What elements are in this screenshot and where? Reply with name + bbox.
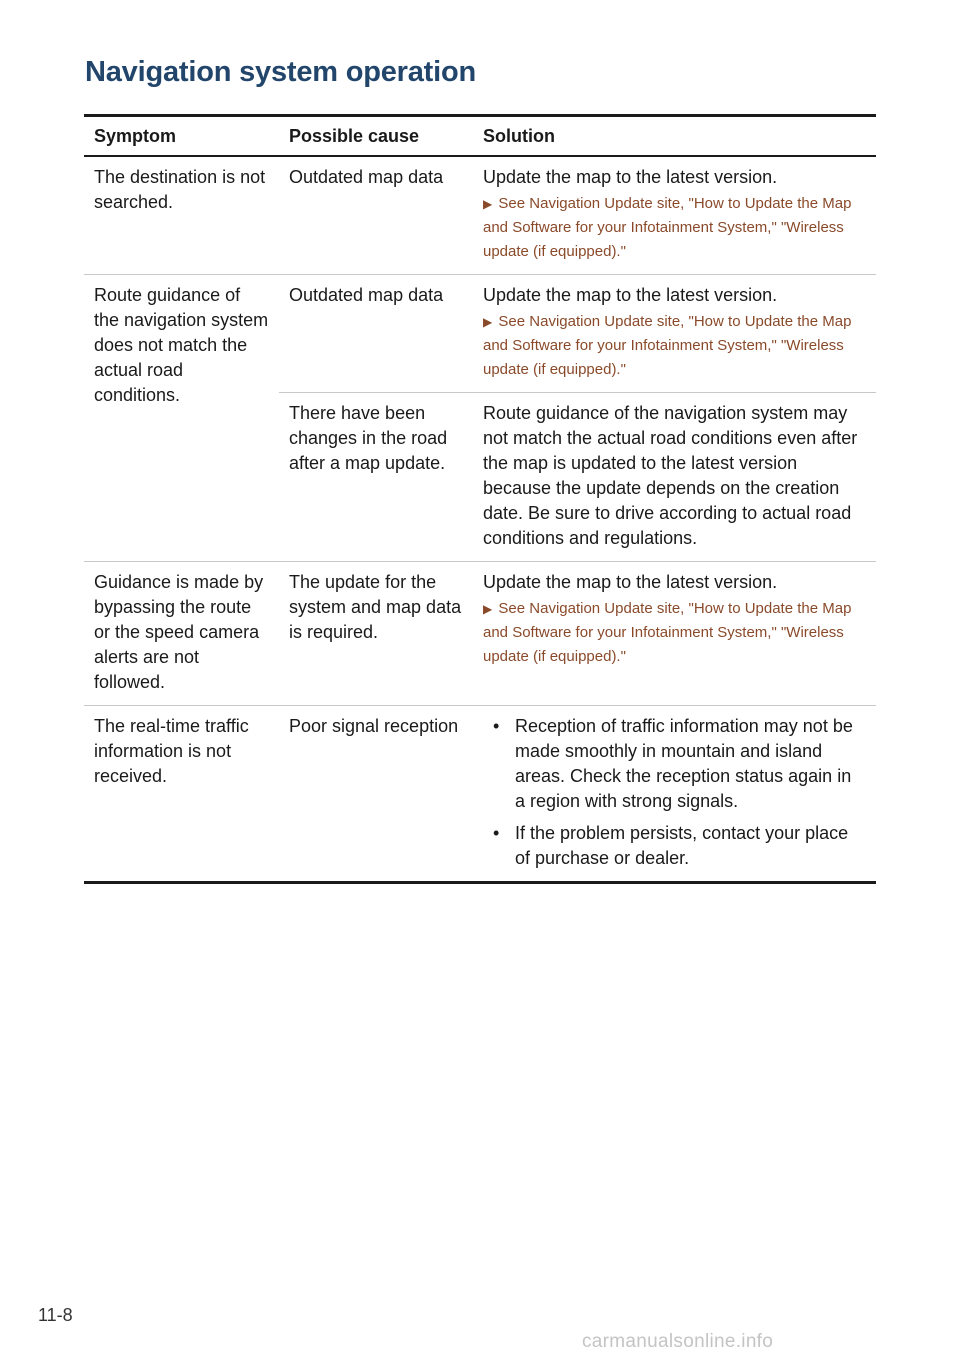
symptom-cell: The real-time traffic information is not received. (84, 706, 279, 883)
page-title: Navigation system operation (85, 56, 477, 88)
reference-link[interactable] (483, 597, 866, 669)
solution-cell (473, 562, 876, 706)
bullet-icon: • (493, 716, 500, 736)
bullet-text: If the problem persists, contact your place of purchase or dealer. (515, 823, 849, 868)
symptom-cell: Route guidance of the navigation system does not match the actual road conditions. (84, 275, 279, 562)
list-item (483, 714, 866, 814)
solution-cell: Route guidance of the navigation system may not match the actual road conditions even after the map is updated to the latest version because the update depends on the creation date. Be sure to drive according to actual road conditions and regulations. (473, 393, 876, 562)
cause-cell: Outdated map data (279, 156, 473, 275)
bullet-icon: • (493, 823, 500, 843)
solution-cell (473, 706, 876, 883)
solution-cell (473, 156, 876, 275)
solution-text: Update the map to the latest version. (483, 572, 778, 592)
solution-text: Update the map to the latest version. (483, 285, 778, 305)
troubleshooting-table (84, 114, 876, 884)
reference-text: See Navigation Update site, "How to Update the Map and Software for your Infotainment System," "Wireless update (if equipped)." (483, 195, 852, 260)
solution-cell (473, 275, 876, 393)
bullet-text: Reception of traffic information may not be made smoothly in mountain and island areas. Check the reception status again in a region with strong signals. (515, 716, 853, 811)
symptom-cell: Guidance is made by bypassing the route or the speed camera alerts are not followed. (84, 562, 279, 706)
triangle-right-icon: ▶ (483, 602, 493, 616)
triangle-right-icon: ▶ (483, 315, 493, 329)
table-row (84, 156, 876, 275)
reference-link[interactable] (483, 192, 866, 264)
reference-text: See Navigation Update site, "How to Update the Map and Software for your Infotainment System," "Wireless update (if equipped)." (483, 313, 852, 378)
table-row (84, 706, 876, 883)
cause-cell: Outdated map data (279, 275, 473, 393)
table-row (84, 275, 876, 393)
list-item (483, 821, 866, 871)
table-row (84, 562, 876, 706)
solution-text: Update the map to the latest version. (483, 167, 778, 187)
symptom-cell: The destination is not searched. (84, 156, 279, 275)
page-number: 11-8 (38, 1305, 73, 1325)
cause-cell: Poor signal reception (279, 706, 473, 883)
triangle-right-icon: ▶ (483, 197, 493, 211)
cause-cell: There have been changes in the road after a map update. (279, 393, 473, 562)
table-header-row (84, 116, 876, 157)
header-solution: Solution (483, 125, 555, 146)
solution-bullet-list (483, 714, 866, 871)
header-possible-cause: Possible cause (289, 125, 420, 146)
reference-link[interactable] (483, 310, 866, 382)
header-symptom: Symptom (94, 125, 177, 146)
cause-cell: The update for the system and map data is required. (279, 562, 473, 706)
watermark: carmanualsonline.info (582, 1331, 774, 1352)
reference-text: See Navigation Update site, "How to Update the Map and Software for your Infotainment System," "Wireless update (if equipped)." (483, 600, 852, 665)
